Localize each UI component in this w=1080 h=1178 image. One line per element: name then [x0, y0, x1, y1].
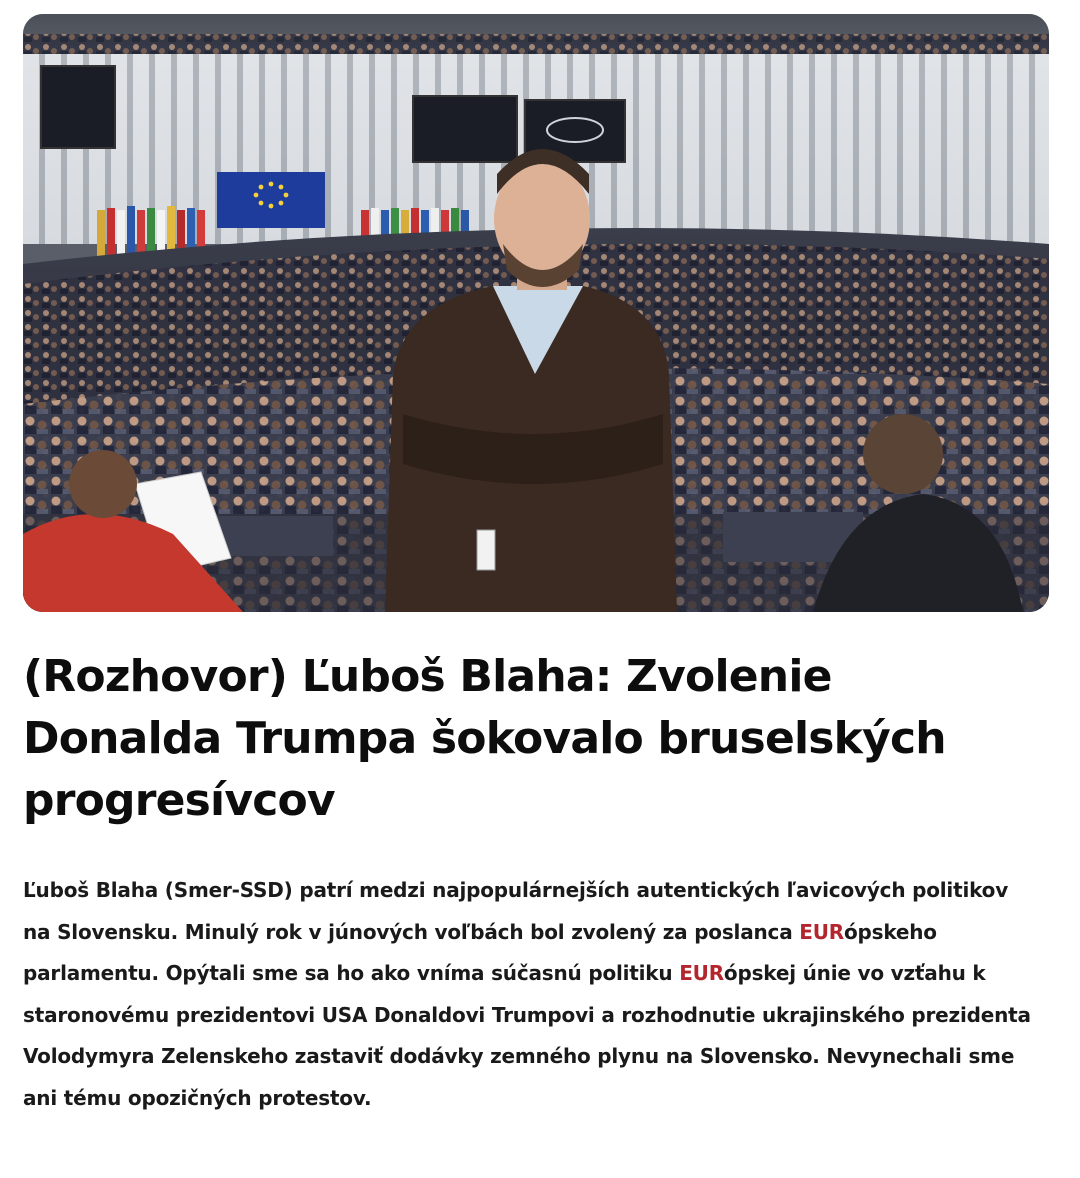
eur-link-2[interactable]: EUR — [679, 961, 724, 985]
lead-text-part-3: ópskej únie vo vzťahu k staronovému prezidentovi USA Donaldovi Trumpovi a rozhodnutie ukrajinského prezidenta Volodymyra Zelenskeho zastaviť dodávky zemného plynu na Slovensko. Nevynechali sme ani tému opozičných protestov. — [23, 961, 1031, 1110]
parliament-photo — [23, 14, 1049, 612]
article-lead — [23, 870, 1033, 1119]
article-hero-image[interactable] — [23, 14, 1049, 612]
article-title[interactable]: (Rozhovor) Ľuboš Blaha: Zvolenie Donalda Trumpa šokovalo bruselských progresívcov — [23, 651, 946, 826]
article — [23, 14, 1049, 1119]
lead-text-part-2: ópskeho parlamentu. Opýtali sme sa ho ako vníma súčasnú politiku — [23, 919, 937, 985]
lead-text-part-1: Ľuboš Blaha (Smer-SSD) patrí medzi najpopulárnejších autentických ľavicových politikov na Slovensku. Minulý rok v júnových voľbách bol zvolený za poslanca — [23, 878, 1009, 944]
eur-link-1[interactable]: EUR — [799, 919, 844, 944]
